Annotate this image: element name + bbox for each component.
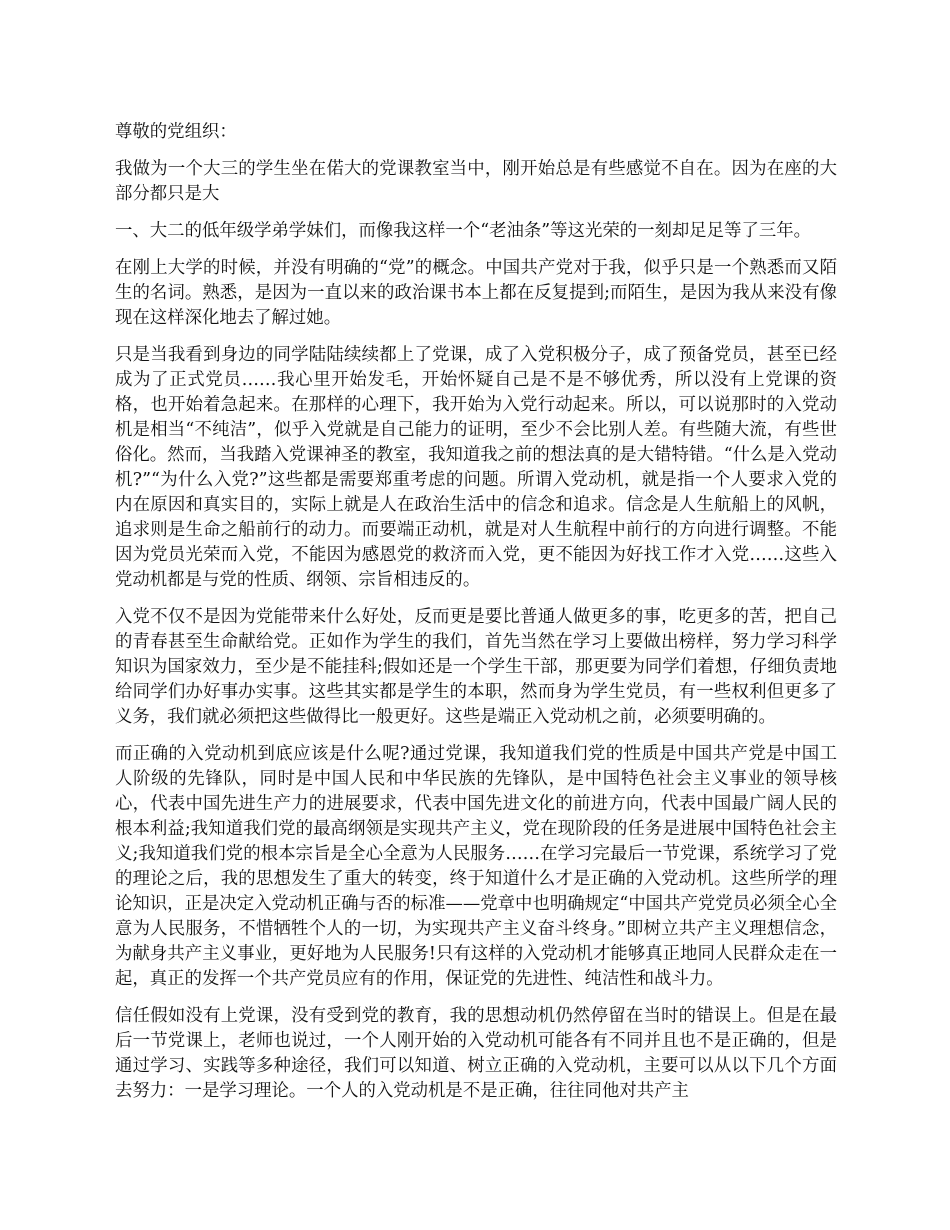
paragraph-1: 我做为一个大三的学生坐在偌大的党课教室当中，刚开始总是有些感觉不自在。因为在座的大部分都只是大 [115,159,837,204]
document-body [115,120,837,1116]
paragraph-3: 在刚上大学的时候，并没有明确的“党”的概念。中国共产党对于我，似乎只是一个熟悉而又陌生的名词。熟悉，是因为一直以来的政治课书本上都在反复提到;而陌生，是因为我从来没有像现在这样深化地去了解过她。 [115,258,837,328]
paragraph-7: 信任假如没有上党课，没有受到党的教育，我的思想动机仍然停留在当时的错误上。但是在最后一节党课上，老师也说过，一个人刚开始的入党动机可能各有不同并且也不是正确的，但是通过学习、实践等多种途径，我们可以知道、树立正确的入党动机，主要可以从以下几个方面去努力：一是学习理论。一个人的入党动机是不是正确，往往同他对共产主 [115,1006,837,1101]
paragraph-6: 而正确的入党动机到底应该是什么呢?通过党课，我知道我们党的性质是中国共产党是中国工人阶级的先锋队，同时是中国人民和中华民族的先锋队，是中国特色社会主义事业的领导核心，代表中国先进生产力的进展要求，代表中国先进文化的前进方向，代表中国最广阔人民的根本利益;我知道我们党的最高纲领是实现共产主义，党在现阶段的任务是进展中国特色社会主义;我知道我们党的根本宗旨是全心全意为人民服务……在学习完最后一节党课，系统学习了党的理论之后，我的思想发生了重大的转变，终于知道什么才是正确的入党动机。这些所学的理论知识，正是决定入党动机正确与否的标准——党章中也明确规定“中国共产党党员必须全心全意为人民服务，不惜牺牲个人的一切，为实现共产主义奋斗终身。”即树立共产主义理想信念，为献身共产主义事业，更好地为人民服务!只有这样的入党动机才能够真正地同人民群众走在一起，真正的发挥一个共产党员应有的作用，保证党的先进性、纯洁性和战斗力。 [115,744,837,989]
paragraph-2: 一、大二的低年级学弟学妹们，而像我这样一个“老油条”等这光荣的一刻却足足等了三年。 [115,221,812,241]
salutation: 尊敬的党组织： [115,122,237,142]
paragraph-4: 只是当我看到身边的同学陆陆续续都上了党课，成了入党积极分子，成了预备党员，甚至已经成为了正式党员……我心里开始发毛，开始怀疑自己是不是不够优秀，所以没有上党课的资格，也开始着急起来。在那样的心理下，我开始为入党行动起来。所以，可以说那时的入党动机是相当“不纯洁”，似乎入党就是自己能力的证明，至少不会比别人差。有些随大流，有些世俗化。然而，当我踏入党课神圣的教室，我知道我之前的想法真的是大错特错。“什么是入党动机?”“为什么入党?”这些都是需要郑重考虑的问题。所谓入党动机，就是指一个人要求入党的内在原因和真实目的，实际上就是人在政治生活中的信念和追求。信念是人生航船上的风帆，追求则是生命之船前行的动力。而要端正动机，就是对人生航程中前行的方向进行调整。不能因为党员光荣而入党，不能因为感恩党的救济而入党，更不能因为好找工作才入党……这些入党动机都是与党的性质、纲领、宗旨相违反的。 [115,345,837,590]
paragraph-5: 入党不仅不是因为党能带来什么好处，反而更是要比普通人做更多的事，吃更多的苦，把自己的青春甚至生命献给党。正如作为学生的我们，首先当然在学习上要做出榜样，努力学习科学知识为国家效力，至少是不能挂科;假如还是一个学生干部，那更要为同学们着想，仔细负责地给同学们办好事办实事。这些其实都是学生的本职，然而身为学生党员，有一些权利但更多了义务，我们就必须把这些做得比一般更好。这些是端正入党动机之前，必须要明确的。 [115,607,837,727]
